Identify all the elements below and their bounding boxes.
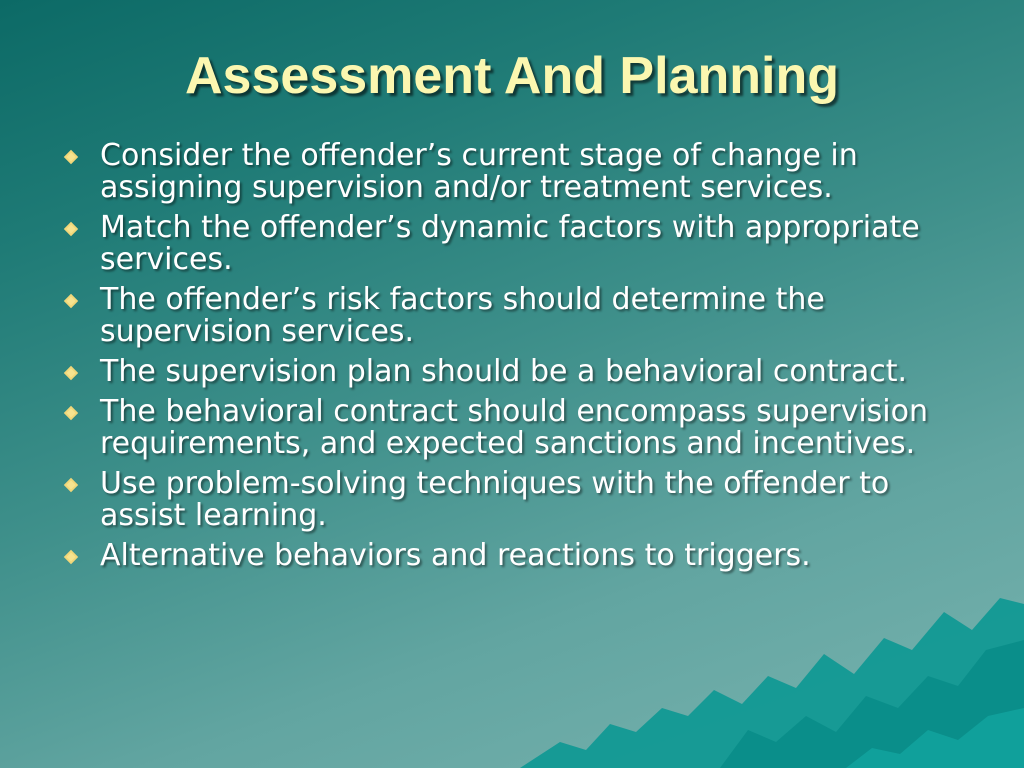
bullet-text: Consider the offender’s current stage of change in assigning supervision and/or treatment services. (100, 138, 858, 205)
slide-title: Assessment And Planning (185, 47, 839, 105)
bullet-item (62, 356, 982, 388)
bullet-item (62, 396, 982, 460)
bullet-text: Alternative behaviors and reactions to triggers. (100, 538, 811, 573)
diamond-bullet-icon (62, 364, 80, 382)
diamond-bullet-icon (62, 476, 80, 494)
diamond-bullet-icon (62, 548, 80, 566)
bullet-text: Use problem-solving techniques with the offender to assist learning. (100, 466, 890, 533)
diamond-bullet-icon (62, 220, 80, 238)
bullet-item (62, 212, 982, 276)
bullet-text: The behavioral contract should encompass supervision requirements, and expected sanctions and incentives. (100, 394, 928, 461)
diamond-bullet-icon (62, 404, 80, 422)
diamond-bullet-icon (62, 292, 80, 310)
bullet-item (62, 540, 982, 572)
bullet-text: Match the offender’s dynamic factors with appropriate services. (100, 210, 920, 277)
bullet-text: The supervision plan should be a behavioral contract. (100, 354, 908, 389)
diamond-bullet-icon (62, 148, 80, 166)
bullet-item (62, 140, 982, 204)
bullet-item (62, 468, 982, 532)
bullet-text: The offender’s risk factors should determine the supervision services. (100, 282, 825, 349)
bullet-item (62, 284, 982, 348)
bullet-list (62, 140, 982, 580)
